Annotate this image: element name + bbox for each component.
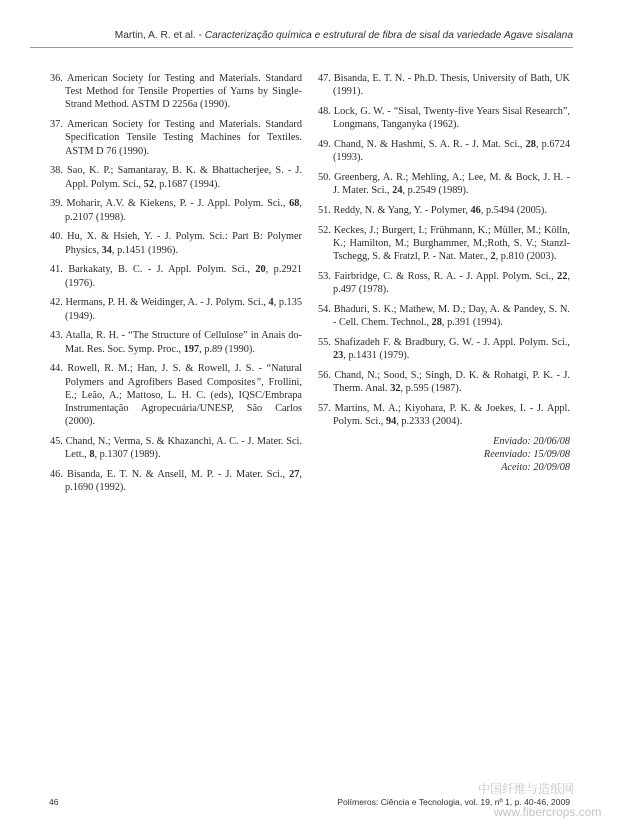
reference-46: 46. Bisanda, E. T. N. & Ansell, M. P. - J. Mater. Sci., 27, p.1690 (1992). (50, 469, 302, 494)
date-revised: Reenviado: 15/09/08 (483, 449, 570, 460)
reference-41: 41. Barkakaty, B. C. - J. Appl. Polym. Sci., 20, p.2921 (1976). (50, 264, 302, 289)
reference-54: 54. Bhaduri, S. K.; Mathew, M. D.; Day, A. & Pandey, S. N. - Cell. Chem. Technol., 28, p.391 (1994). (318, 304, 570, 329)
submission-dates (318, 435, 570, 474)
reference-53: 53. Fairbridge, C. & Ross, R. A. - J. Appl. Polym. Sci., 22, p.497 (1978). (318, 271, 570, 296)
reference-44: 44. Rowell, R. M.; Han, J. S. & Rowell, J. S. - “Natural Polymers and Agrofibers Based Composites”, Frollini, E.; Leão, A.; Mattoso, L. H. C. (eds), IQSC/Embrapa Instrumentação Agropecuária/UNESP, São Carlos (2000). (50, 363, 302, 428)
reference-42: 42. Hermans, P. H. & Weidinger, A. - J. Polym. Sci., 4, p.135 (1949). (50, 297, 302, 322)
references-left-column (50, 72, 302, 501)
journal-footer: Polímeros: Ciência e Tecnologia, vol. 19, nº 1, p. 40-46, 2009 (337, 797, 570, 807)
reference-45: 45. Chand, N.; Verma, S. & Khazanchi, A. C. - J. Mater. Sci. Lett., 8, p.1307 (1989). (50, 436, 302, 461)
watermark-site-name: 中国纤维与造纸网 (478, 782, 575, 796)
page-number: 46 (49, 797, 59, 807)
running-header (0, 30, 573, 41)
reference-47: 47. Bisanda, E. T. N. - Ph.D. Thesis, University of Bath, UK (1991). (318, 73, 570, 98)
reference-50: 50. Greenberg, A. R.; Mehling, A.; Lee, M. & Bock, J. H. - J. Mater. Sci., 24, p.2549 (1989). (318, 172, 570, 197)
reference-38: 38. Sao, K. P.; Samantaray, B. K. & Bhattacherjee, S. - J. Appl. Polym. Sci., 52, p.1687 (1994). (50, 165, 302, 190)
reference-40: 40. Hu, X. & Hsieh, Y. - J. Polym. Sci.: Part B: Polymer Physics, 34, p.1451 (1996). (50, 231, 302, 256)
watermark-url: www.fibercrops.com (494, 805, 602, 819)
header-authors: Martin, A. R. et al. - (114, 30, 205, 41)
header-title: Caracterização química e estrutural de fibra de sisal da variedade Agave sisalana (204, 30, 573, 41)
references-right-column (318, 72, 570, 474)
reference-49: 49. Chand, N. & Hashmi, S. A. R. - J. Mat. Sci., 28, p.6724 (1993). (318, 139, 570, 164)
reference-56: 56. Chand, N.; Sood, S.; Singh, D. K. & Rohatgi, P. K. - J. Therm. Anal. 32, p.595 (1987). (318, 370, 570, 395)
reference-57: 57. Martins, M. A.; Kiyohara, P. K. & Joekes, I. - J. Appl. Polym. Sci., 94, p.2333 (2004). (318, 403, 570, 428)
date-accepted: Aceito: 20/09/08 (501, 462, 570, 473)
reference-55: 55. Shafizadeh F. & Bradbury, G. W. - J. Appl. Polym. Sci., 23, p.1431 (1979). (318, 337, 570, 362)
reference-51: 51. Reddy, N. & Yang, Y. - Polymer, 46, p.5494 (2005). (318, 205, 547, 216)
reference-43: 43. Atalla, R. H. - “The Structure of Cellulose” in Anais do-Mat. Res. Soc. Symp. Proc., 197, p.89 (1990). (50, 330, 302, 355)
reference-52: 52. Keckes, J.; Burgert, I.; Frühmann, K.; Müller, M.; Kölln, K.; Hamilton, M.; Burghammer, M.;Roth, S. V.; Stanzl-Tschegg, S. & Fratzl, P. - Nat. Mater., 2, p.810 (2003). (318, 224, 570, 263)
reference-36: 36. American Society for Testing and Materials. Standard Test Method for Tensile Properties of Yarns by Single-Strand Method. ASTM D 2256a (1990). (50, 73, 302, 111)
reference-37: 37. American Society for Testing and Materials. Standard Specification Tensile Testing Machines for Textiles. ASTM D 76 (1990). (50, 119, 302, 157)
reference-48: 48. Lock, G. W. - “Sisal, Twenty-five Years Sisal Research”, Longmans, Tanganyka (1962). (318, 106, 570, 131)
date-sent: Enviado: 20/06/08 (493, 436, 570, 447)
header-rule (30, 47, 573, 48)
reference-39: 39. Moharir, A.V. & Kiekens, P. - J. Appl. Polym. Sci., 68, p.2107 (1998). (50, 198, 302, 223)
